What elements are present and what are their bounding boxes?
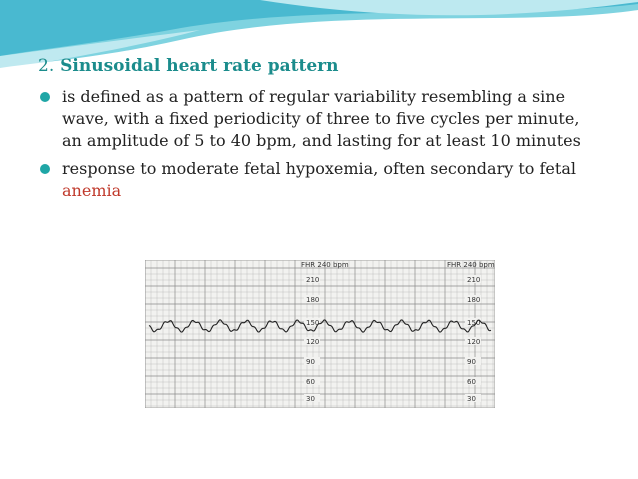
strip-scale-label: 30 xyxy=(467,395,476,403)
strip-scale-label: 180 xyxy=(467,296,481,304)
strip-scale-label: 90 xyxy=(467,358,476,366)
bullet-item-response xyxy=(40,158,600,202)
strip-header-left: FHR 240 bpm xyxy=(301,261,349,269)
strip-scale-label: 210 xyxy=(467,276,481,284)
bullet-dot-icon xyxy=(40,164,50,174)
bullet-text-response: response to moderate fetal hypoxemia, often secondary to fetal xyxy=(62,159,576,178)
bullet-text-definition: is defined as a pattern of regular variability resembling a sine wave, with a fixed periodicity of three to five cycles per minute, an amplitude of 5 to 40 bpm, and lasting for at least 10 minutes xyxy=(62,87,581,150)
strip-scale-label: 150 xyxy=(467,319,481,327)
strip-scale-label: 150 xyxy=(306,319,320,327)
slide-title xyxy=(38,56,338,76)
strip-scale-label: 30 xyxy=(306,395,315,403)
strip-scale-label: 60 xyxy=(467,378,476,386)
slide-title-number: 2. xyxy=(38,56,55,76)
strip-scale-label: 90 xyxy=(306,358,315,366)
strip-scale-label: 180 xyxy=(306,296,320,304)
strip-scale-label: 120 xyxy=(467,338,481,346)
highlight-anemia: anemia xyxy=(62,181,122,200)
fetal-heart-rate-strip-image xyxy=(145,260,495,408)
bullet-list xyxy=(40,86,600,208)
strip-scale-label: 120 xyxy=(306,338,320,346)
strip-header-right: FHR 240 bpm xyxy=(447,261,495,269)
bullet-dot-icon xyxy=(40,92,50,102)
strip-scale-label: 60 xyxy=(306,378,315,386)
bullet-item-definition xyxy=(40,86,600,152)
strip-scale-label: 210 xyxy=(306,276,320,284)
slide-title-text: Sinusoidal heart rate pattern xyxy=(60,56,339,76)
